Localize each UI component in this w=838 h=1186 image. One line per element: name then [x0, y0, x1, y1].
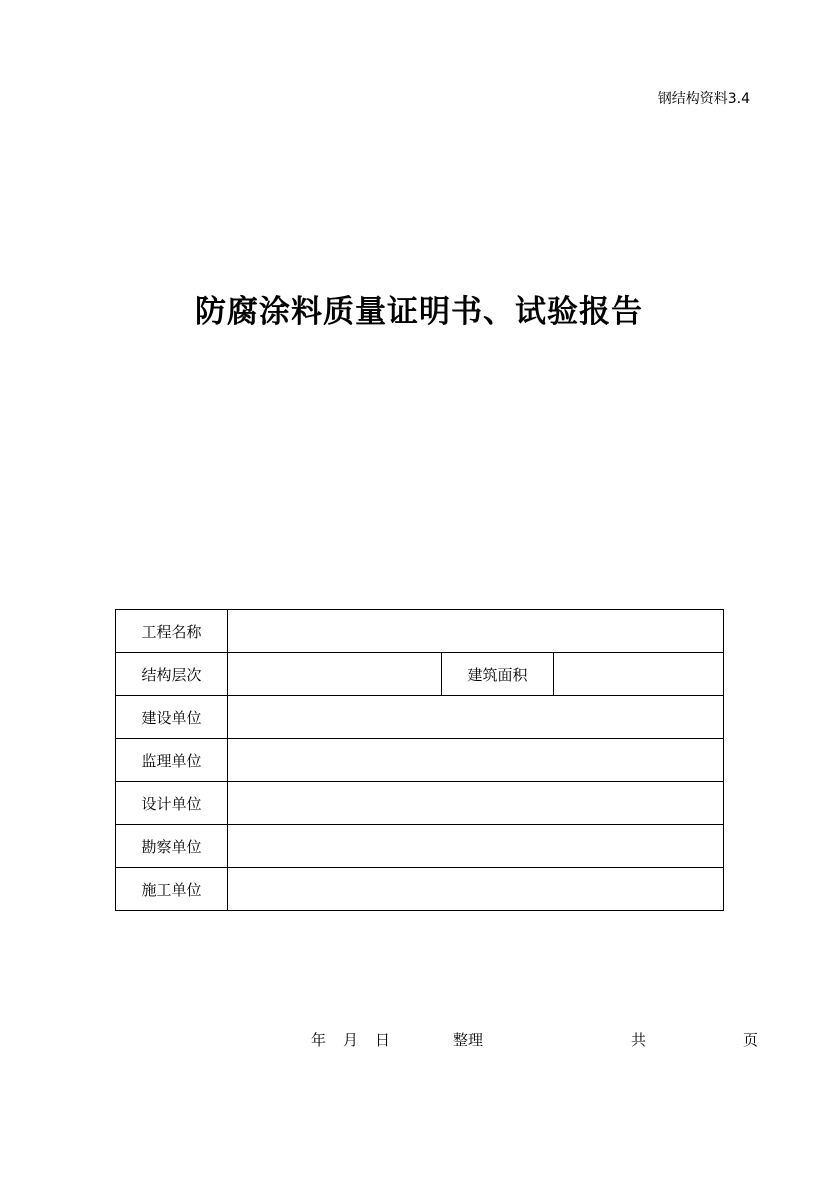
table-row-project-name	[116, 610, 724, 653]
footer-compiled-label: 整理	[453, 1031, 484, 1049]
footer-day-label: 日	[375, 1031, 391, 1049]
table-row-constructor	[116, 868, 724, 911]
supervisor-label: 监理单位	[116, 739, 228, 782]
document-code: 钢结构资料3.4	[657, 91, 750, 107]
structure-floors-field[interactable]	[228, 653, 442, 696]
constructor-label: 施工单位	[116, 868, 228, 911]
footer-year-label: 年	[311, 1031, 327, 1049]
table-row-designer	[116, 782, 724, 825]
constructor-field[interactable]	[228, 868, 724, 911]
project-name-field[interactable]	[228, 610, 724, 653]
project-info-table	[115, 609, 724, 911]
designer-field[interactable]	[228, 782, 724, 825]
footer-total-label: 共	[631, 1031, 647, 1049]
supervisor-field[interactable]	[228, 739, 724, 782]
footer-month-label: 月	[343, 1031, 359, 1049]
footer-line	[0, 1029, 838, 1051]
surveyor-label: 勘察单位	[116, 825, 228, 868]
owner-label: 建设单位	[116, 696, 228, 739]
table-row-surveyor	[116, 825, 724, 868]
table-row-owner	[116, 696, 724, 739]
building-area-field[interactable]	[554, 653, 724, 696]
designer-label: 设计单位	[116, 782, 228, 825]
building-area-label: 建筑面积	[442, 653, 554, 696]
project-name-label: 工程名称	[116, 610, 228, 653]
owner-field[interactable]	[228, 696, 724, 739]
table-row-structure	[116, 653, 724, 696]
table-row-supervisor	[116, 739, 724, 782]
surveyor-field[interactable]	[228, 825, 724, 868]
document-title: 防腐涂料质量证明书、试验报告	[195, 294, 643, 330]
structure-floors-label: 结构层次	[116, 653, 228, 696]
footer-pages-label: 页	[743, 1031, 759, 1049]
